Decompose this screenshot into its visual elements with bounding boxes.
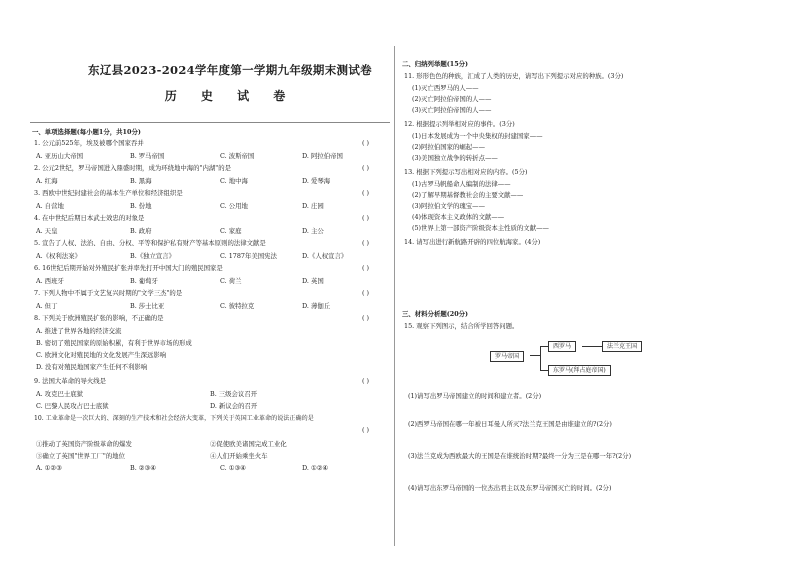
- q3-option-d[interactable]: D. 庄园: [302, 202, 324, 210]
- q6-option-a[interactable]: A. 西班牙: [36, 277, 64, 285]
- q5-stem: 5. 宣告了人权、法治、自由、分权、平等和保护私有财产等基本原则的法律文献是: [34, 239, 266, 247]
- q1-answer-paren[interactable]: ( ): [362, 139, 370, 147]
- q5-answer-paren[interactable]: ( ): [362, 239, 370, 247]
- q9-answer-paren[interactable]: ( ): [362, 377, 370, 385]
- q14-stem: 14. 请写出进行新航路开辟的四位航海家。(4分): [404, 238, 541, 246]
- q1-stem: 1. 公元前525年，埃及被哪个国家吞并: [34, 139, 144, 147]
- q10-statement-1: ①推动了英国资产阶级革命的爆发: [36, 440, 132, 448]
- q10-option-d[interactable]: D. ①②④: [302, 464, 329, 472]
- q12-item-1[interactable]: (1)日本发展成为一个中央集权的封建国家——: [412, 132, 543, 140]
- exam-title: 东辽县2023-2024学年度第一学期九年级期末测试卷: [88, 63, 372, 77]
- q7-stem: 7. 下列人物中不属于文艺复兴时期的"文学三杰"的是: [34, 289, 183, 297]
- q5-option-b[interactable]: B.《独立宣言》: [130, 252, 176, 260]
- q8-option-b[interactable]: B. 密切了殖民国家的原始积累，有利于世界市场的形成: [36, 339, 192, 347]
- q8-option-d[interactable]: D. 没有对殖民地国家产生任何不利影响: [36, 363, 148, 371]
- diagram-connector: [540, 370, 548, 371]
- q10-option-b[interactable]: B. ②③④: [130, 464, 156, 472]
- q9-option-a[interactable]: A. 攻克巴士底狱: [36, 390, 84, 398]
- diagram-connector: [582, 346, 602, 347]
- q8-option-c[interactable]: C. 欧洲文化对殖民地的文化发展产生深远影响: [36, 351, 167, 359]
- section3-heading: 三、材料分析题(20分): [402, 310, 469, 318]
- column-divider: [394, 46, 395, 546]
- diagram-node-frankish-kingdom: 法兰克王国: [602, 341, 642, 352]
- q13-item-3[interactable]: (3)阿拉伯文学的瑰宝——: [412, 202, 485, 210]
- q7-option-c[interactable]: C. 彼特拉克: [220, 302, 255, 310]
- q9-stem: 9. 法国大革命的导火线是: [34, 377, 107, 385]
- q3-stem: 3. 西欧中世纪封建社会的基本生产单位和经济组织是: [34, 189, 183, 197]
- q2-option-b[interactable]: B. 黑海: [130, 177, 152, 185]
- q6-option-b[interactable]: B. 葡萄牙: [130, 277, 158, 285]
- diagram-node-west-rome: 西罗马: [548, 341, 576, 352]
- q3-answer-paren[interactable]: ( ): [362, 189, 370, 197]
- q3-option-a[interactable]: A. 自营地: [36, 202, 64, 210]
- q11-item-2[interactable]: (2)灭亡阿拉伯帝国的人——: [412, 95, 492, 103]
- q2-option-a[interactable]: A. 红海: [36, 177, 58, 185]
- q4-option-d[interactable]: D. 主公: [302, 227, 324, 235]
- q1-option-c[interactable]: C. 波斯帝国: [220, 152, 255, 160]
- q3-option-b[interactable]: B. 份地: [130, 202, 152, 210]
- q12-item-2[interactable]: (2)阿拉伯国家的崛起——: [412, 143, 485, 151]
- q7-answer-paren[interactable]: ( ): [362, 289, 370, 297]
- q13-stem: 13. 根据下列提示写出相对应的内容。(5分): [404, 168, 528, 176]
- q13-item-1[interactable]: (1)古罗马帆船命人编制的法律——: [412, 180, 511, 188]
- q6-stem: 6. 16世纪后期开始对外殖民扩张并率先打开中国大门的殖民国家是: [34, 264, 223, 272]
- q4-option-c[interactable]: C. 家庭: [220, 227, 242, 235]
- q5-option-c[interactable]: C. 1787年美国宪法: [220, 252, 277, 260]
- q10-statement-2: ②促使欧美诸国完成工业化: [210, 440, 287, 448]
- diagram-connector: [540, 346, 548, 347]
- q2-stem: 2. 公元2世纪，罗马帝国进入鼎盛时期，成为环绕地中海的"内湖"的是: [34, 164, 232, 172]
- q15-sub-2: (2)西罗马帝国在哪一年被日耳曼人所灭?法兰克王国是由谁建立的?(2分): [408, 420, 612, 428]
- header-rule: [30, 122, 390, 123]
- diagram-node-roman-empire: 罗马帝国: [490, 351, 524, 362]
- q5-option-a[interactable]: A.《权利法案》: [36, 252, 81, 260]
- q10-option-a[interactable]: A. ①②③: [36, 464, 62, 472]
- q3-option-c[interactable]: C. 公用地: [220, 202, 248, 210]
- q6-option-d[interactable]: D. 英国: [302, 277, 324, 285]
- q15-sub-3: (3)法兰克成为西欧最大的王国是在谁统治时期?最终一分为三是在哪一年?(2分): [408, 452, 632, 460]
- q9-option-b[interactable]: B. 三级会议召开: [210, 390, 258, 398]
- q4-stem: 4. 在中世纪后期日本武士效忠的对象是: [34, 214, 145, 222]
- q15-stem: 15. 观察下列图示，结合所学回答问题。: [404, 322, 519, 330]
- diagram-connector: [530, 355, 540, 356]
- q11-stem: 11. 形形色色的种族，汇成了人类的历史，请写出下列提示对应的种族。(3分): [404, 72, 624, 80]
- q1-option-b[interactable]: B. 罗马帝国: [130, 152, 165, 160]
- q8-answer-paren[interactable]: ( ): [362, 314, 370, 322]
- q6-option-c[interactable]: C. 荷兰: [220, 277, 242, 285]
- q4-option-b[interactable]: B. 政府: [130, 227, 152, 235]
- q15-sub-4: (4)请写出东罗马帝国的一位杰出君主以及东罗马帝国灭亡的时间。(2分): [408, 484, 612, 492]
- q11-item-1[interactable]: (1)灭亡西罗马的人——: [412, 84, 479, 92]
- q9-option-c[interactable]: C. 巴黎人民攻占巴士底狱: [36, 402, 109, 410]
- q4-option-a[interactable]: A. 天皇: [36, 227, 58, 235]
- q8-stem: 8. 下列关于欧洲殖民扩张的影响，不正确的是: [34, 314, 164, 322]
- q9-option-d[interactable]: D. 新议会的召开: [210, 402, 258, 410]
- exam-subject: 历 史 试 卷: [164, 89, 296, 103]
- q8-option-a[interactable]: A. 推进了世界各地的经济交流: [36, 327, 122, 335]
- q2-option-d[interactable]: D. 爱琴海: [302, 177, 331, 185]
- q6-answer-paren[interactable]: ( ): [362, 264, 370, 272]
- q13-item-5[interactable]: (5)世界上第一部资产阶级资本主性质的文献——: [412, 224, 549, 232]
- section1-heading: 一、单项选择题(每小题1分，共10分): [32, 128, 141, 136]
- q10-answer-paren[interactable]: ( ): [362, 426, 370, 434]
- q13-item-4[interactable]: (4)体现资本主义政体的文献——: [412, 213, 505, 221]
- q10-statement-4: ④人们开始乘坐火车: [210, 452, 268, 460]
- q15-sub-1: (1)请写出罗马帝国建立的时间和建立者。(2分): [408, 392, 542, 400]
- q7-option-b[interactable]: B. 莎士比亚: [130, 302, 165, 310]
- q1-option-a[interactable]: A. 亚历山大帝国: [36, 152, 84, 160]
- q1-option-d[interactable]: D. 阿拉伯帝国: [302, 152, 343, 160]
- q7-option-a[interactable]: A. 但丁: [36, 302, 58, 310]
- q13-item-2[interactable]: (2)了解早期基督教社会的主要文献——: [412, 191, 524, 199]
- diagram-connector: [540, 346, 541, 370]
- q2-answer-paren[interactable]: ( ): [362, 164, 370, 172]
- q2-option-c[interactable]: C. 地中海: [220, 177, 248, 185]
- section2-heading: 二、归纳列举题(15分): [402, 60, 469, 68]
- q5-option-d[interactable]: D.《人权宣言》: [302, 252, 348, 260]
- q12-stem: 12. 根据提示列举相对应的事件。(3分): [404, 120, 515, 128]
- q10-statement-3: ③确立了英国"世界工厂"的地位: [36, 452, 125, 460]
- q11-item-3[interactable]: (3)灭亡阿拉伯帝国的人——: [412, 106, 492, 114]
- q4-answer-paren[interactable]: ( ): [362, 214, 370, 222]
- q12-item-3[interactable]: (3)美国独立战争的转折点——: [412, 154, 498, 162]
- q10-option-c[interactable]: C. ①③④: [220, 464, 246, 472]
- q10-stem: 10. 工业革命是一次巨大的、深刻的生产技术和社会经济大变革，下列关于英国工业革命的说法正确的是: [34, 415, 314, 422]
- diagram-node-east-rome: 东罗马(拜占庭帝国): [548, 365, 611, 376]
- q7-option-d[interactable]: D. 薄伽丘: [302, 302, 331, 310]
